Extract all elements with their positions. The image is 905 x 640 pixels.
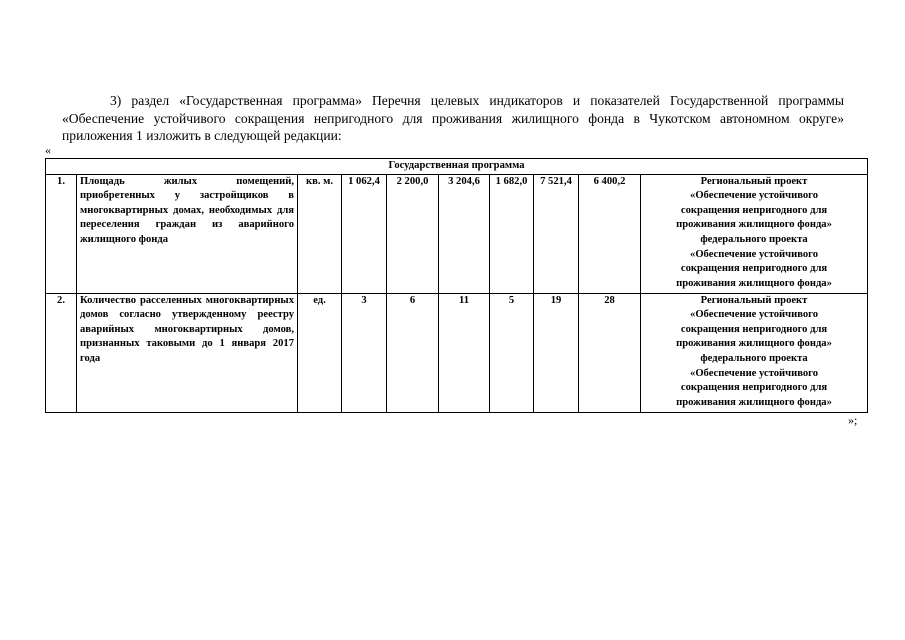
indicator-value: 2 200,0 xyxy=(387,174,439,293)
closing-quote-mark: »; xyxy=(848,413,858,427)
row-number: 1. xyxy=(46,174,77,293)
indicator-value: 5 xyxy=(490,293,534,412)
indicator-value: 7 521,4 xyxy=(534,174,579,293)
project-line: «Обеспечение устойчивого xyxy=(690,367,819,379)
project-line: федерального проекта xyxy=(700,233,808,245)
project-line: сокращения непригодного для xyxy=(680,323,828,335)
project-line: сокращения непригодного для xyxy=(680,382,828,394)
indicator-value: 6 xyxy=(387,293,439,412)
section-title: Государственная программа xyxy=(46,159,868,175)
indicator-value: 6 400,2 xyxy=(579,174,641,293)
intro-paragraph: 3) раздел «Государственная программа» Перечня целевых индикаторов и показателей Государственной программы «Обеспечение устойчивого сокращения непригодного для проживания жилищного фонда в Чукотском автономном округе» приложения 1 изложить в следующей редакции: xyxy=(62,93,844,143)
indicator-value: 11 xyxy=(439,293,490,412)
indicator-name: Площадь жилых помещений, приобретенных у застройщиков в многоквартирных домах, необходимых для переселения граждан из аварийного жилищного фонда xyxy=(77,174,298,293)
indicator-value: 3 204,6 xyxy=(439,174,490,293)
unit-of-measure: кв. м. xyxy=(298,174,342,293)
project-cell xyxy=(641,174,868,293)
row-number: 2. xyxy=(46,293,77,412)
indicator-value: 3 xyxy=(342,293,387,412)
project-line: федерального проекта xyxy=(700,352,808,364)
project-line: проживания жилищного фонда» xyxy=(676,396,832,408)
indicator-value: 1 062,4 xyxy=(342,174,387,293)
indicator-name: Количество расселенных многоквартирных домов согласно утвержденному реестру аварийных многоквартирных домов, признанных таковыми до 1 января 2017 года xyxy=(77,293,298,412)
project-line: «Обеспечение устойчивого xyxy=(690,190,819,202)
unit-of-measure: ед. xyxy=(298,293,342,412)
indicator-value: 19 xyxy=(534,293,579,412)
project-line: проживания жилищного фонда» xyxy=(676,277,832,289)
project-line: «Обеспечение устойчивого xyxy=(690,248,819,260)
project-line: проживания жилищного фонда» xyxy=(676,219,832,231)
project-line: Региональный проект xyxy=(700,175,808,187)
indicator-value: 28 xyxy=(579,293,641,412)
project-line: сокращения непригодного для xyxy=(680,204,828,216)
project-line: «Обеспечение устойчивого xyxy=(690,309,819,321)
indicators-table xyxy=(45,158,868,413)
project-cell xyxy=(641,293,868,412)
section-title-row xyxy=(46,159,868,175)
table-row xyxy=(46,293,868,412)
project-line: Региональный проект xyxy=(700,294,808,306)
project-line: сокращения непригодного для xyxy=(680,263,828,275)
opening-quote-mark: « xyxy=(45,143,51,157)
table-row xyxy=(46,174,868,293)
project-line: проживания жилищного фонда» xyxy=(676,338,832,350)
indicator-value: 1 682,0 xyxy=(490,174,534,293)
